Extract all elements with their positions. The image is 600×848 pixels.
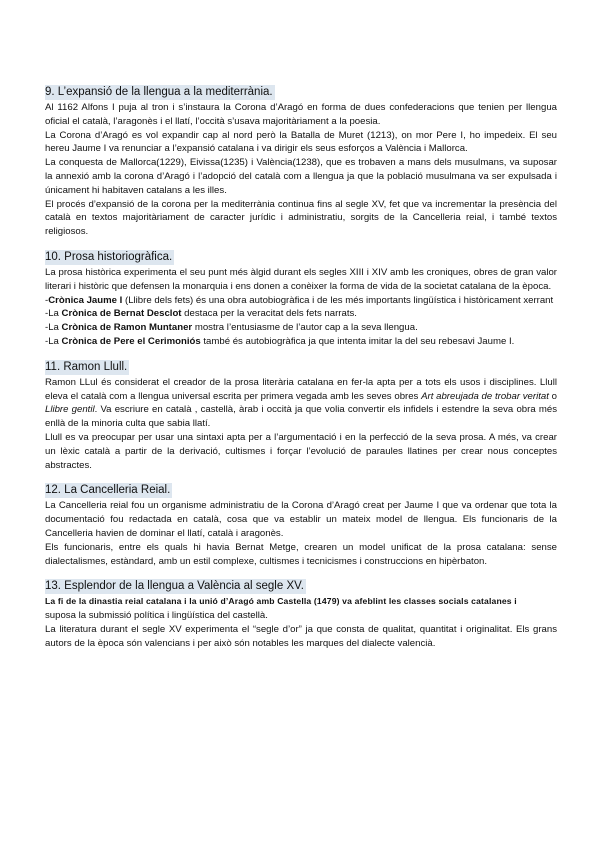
work-title: Art abreujada de trobar veritat: [421, 390, 549, 402]
paragraph: Al 1162 Alfons I puja al tron i s’instaura la Corona d’Aragó en forma de dues confederacions que tenien per llengua oficial el català, l’aragonès i el llatí, l’occità s’usava majoritàriament a la poesia.: [45, 102, 557, 127]
paragraph: La conquesta de Mallorca(1229), Eivissa(1235) i València(1238), que es trobaven a mans dels musulmans, va suposar la annexió amb la corona d’Aragó i l’adopció del català com a llengua ja que la població musulmana va ser expulsada i únicament hi habitaven catalans a les illes.: [45, 157, 557, 196]
section-heading: 10. Prosa historiogràfica.: [45, 250, 173, 263]
chronicle-item: -Crònica Jaume I (Llibre dels fets) és una obra autobiogràfica i de les més importants lingüística i històricament xerrant: [45, 294, 554, 306]
chronicle-item: -La Crònica de Pere el Cerimoniós també és autobiogràfica ja que intenta imitar la del seu rebesavi Jaume I.: [45, 335, 515, 347]
paragraph: La Cancelleria reial fou un organisme administratiu de la Corona d’Aragó creat per Jaume I que va ordenar que tota la documentació fou redactada en català, cosa que va establir un mateix model de llengua. Els funcionaris de la Cancelleria havien de dominar el llatí, català i aragonès.: [45, 500, 557, 539]
section-heading: 12. La Cancelleria Reial.: [45, 484, 171, 497]
section-11: [45, 357, 557, 473]
paragraph: suposa la submissió política i lingüística del castellà.: [45, 610, 268, 622]
paragraph-small: La fi de la dinastia reial catalana i la unió d’Aragó amb Castella (1479) va afeblint les classes socials catalanes i: [45, 596, 517, 607]
section-heading: 11. Ramon Llull.: [45, 360, 128, 373]
paragraph: El procés d’expansió de la corona per la mediterrània continua fins al segle XV, fet que va incrementar la presència del català en textos majoritàriament de caracter jurídic i administratiu, sorgits de la Cancelleria reial, i també textos religiosos.: [45, 198, 557, 238]
chronicle-title: Crònica de Ramon Muntaner: [61, 322, 193, 334]
chronicle-item: -La Crònica de Bernat Desclot destaca per la veracitat dels fets narrats.: [45, 308, 357, 320]
section-heading: 9. L’expansió de la llengua a la mediterrània.: [45, 86, 273, 98]
chronicle-title: Crònica Jaume I: [48, 294, 123, 306]
paragraph: La literatura durant el segle XV experimenta el “segle d’or” ja que consta de qualitat, quantitat i originalitat. Els grans autors de la època són valencians i per això són notables les marques del dialecte valencià.: [45, 623, 557, 649]
section-10: [45, 247, 557, 349]
paragraph: Llull es va preocupar per usar una sintaxi apta per a l’argumentació i en la perfecció de la seva prosa. A més, va crear un lèxic català a partir de la derivació, cultismes i forçar l’evolució de paraules llatines per crear nous conceptes abstractes.: [45, 431, 557, 471]
paragraph: Els funcionaris, entre els quals hi havia Bernat Metge, crearen un model unificat de la prosa catalana: sense dialectalismes, estàndard, amb un estil complexe, cultismes i tecnicismes i construccions en hipèrbaton.: [45, 541, 557, 567]
paragraph: La Corona d’Aragó es vol expandir cap al nord però la Batalla de Muret (1213), on mor Pere I, ho impedeix. El seu hereu Jaume I va renunciar a l’expansió catalana i va dirigir els seus esforços a València i Mallorca.: [45, 129, 557, 155]
paragraph: Ramon LLul és considerat el creador de la prosa literària catalana en fer-la apta per a tots els usos i disciplines. Llull eleva el català com a llengua universal escrita per primera vegada amb les seves obres Art abreujada de trobar veritat o Llibre gentil. Va escriure en català , castellà, àrab i occità ja que volia convertir els infidels i estendre la seva obra més enllà de la minoria culta que sabia llatí.: [45, 376, 557, 430]
chronicle-title: Crònica de Pere el Cerimoniós: [61, 335, 201, 347]
chronicle-item: -La Crònica de Ramon Muntaner mostra l’entusiasme de l’autor cap a la seva llengua.: [45, 322, 418, 334]
chronicle-title: Crònica de Bernat Desclot: [61, 308, 182, 320]
work-title: Llibre gentil: [45, 404, 95, 416]
document-page: [45, 82, 557, 659]
section-13: [45, 576, 557, 650]
paragraph: La prosa històrica experimenta el seu punt més àlgid durant els segles XIII i XIV amb les croniques, obres de gran valor literari i històric que defensen la monarquia i ens donen a conèixer la forma de vida de la societat catalana de la època.: [45, 266, 557, 292]
section-12: [45, 480, 557, 568]
section-9: [45, 82, 557, 239]
section-heading: 13. Esplendor de la llengua a València al segle XV.: [45, 580, 304, 593]
